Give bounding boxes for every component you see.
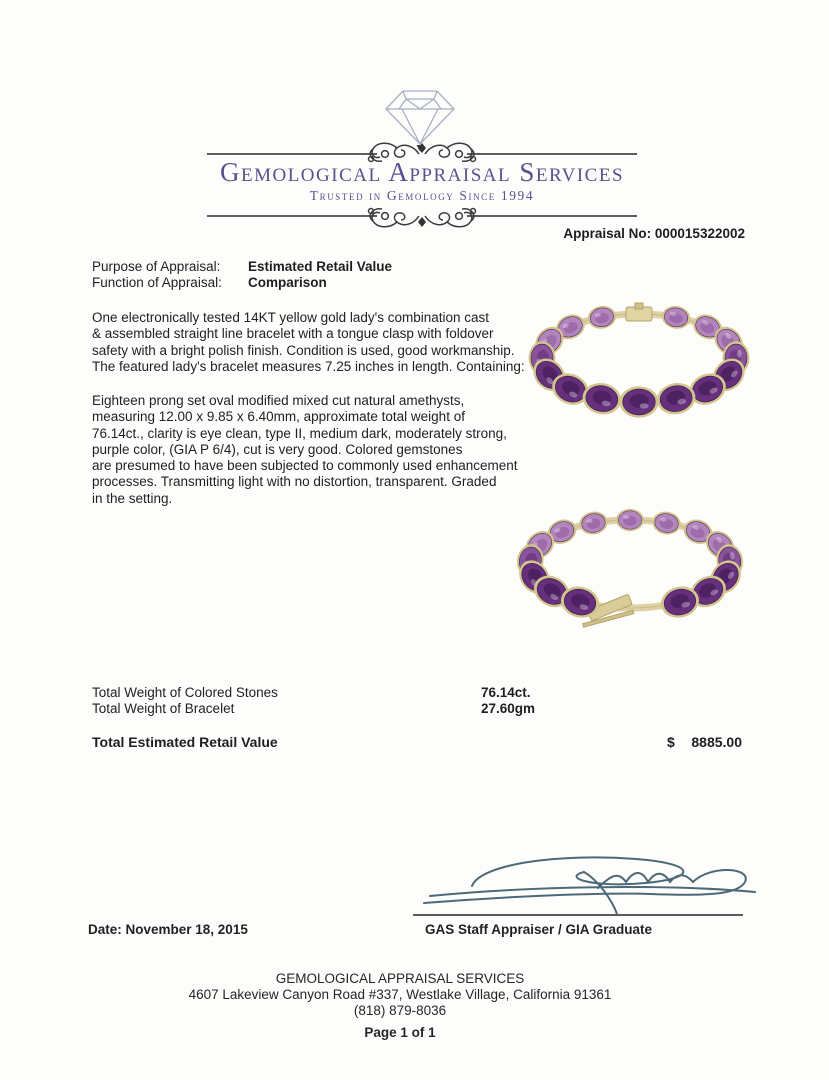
retail-currency-sign: $ [667,734,675,750]
appraiser-signature [410,848,770,916]
text-line: One electronically tested 14KT yellow gold lady's combination cast [92,310,490,325]
signature-line [413,914,743,916]
purpose-value: Estimated Retail Value [248,259,393,274]
appraisal-number [400,226,745,241]
footer-phone: (818) 879-8036 [353,1003,447,1018]
stones-weight-value: 76.14ct. [481,685,531,700]
footer-page-number: Page 1 of 1 [364,1025,436,1040]
text-line: purple color, (GIA P 6/4), cut is very good. Colored gemstones [92,441,463,457]
company-name: Gemological Appraisal Services [219,157,625,187]
bracelet-weight-label: Total Weight of Bracelet [92,701,235,716]
text-line: Eighteen prong set oval modified mixed cut natural amethysts, [92,393,465,408]
text-line: safety with a bright polish finish. Condition is used, good workmanship. [92,342,515,358]
text-line: & assembled straight line bracelet with a tongue clasp with foldover [92,326,494,342]
company-tagline: Trusted in Gemology Since 1994 [309,188,535,203]
text-line: measuring 12.00 x 9.85 x 6.40mm, approximate total weight of [92,409,465,425]
description-paragraph-2 [92,393,552,507]
function-value: Comparison [248,275,327,290]
text-line: in the setting. [92,490,173,506]
retail-value-label: Total Estimated Retail Value [92,734,278,750]
stones-weight-label: Total Weight of Colored Stones [92,685,278,700]
function-label: Function of Appraisal: [92,275,222,290]
appraiser-title: GAS Staff Appraiser / GIA Graduate [425,922,653,937]
bracelet-photo-closed [505,296,773,424]
text-line: processes. Transmitting light with no distortion, transparent. Graded [92,474,497,490]
retail-value-amount: 8885.00 [691,734,742,750]
bracelet-weight-value: 27.60gm [481,701,536,716]
footer-company: GEMOLOGICAL APPRAISAL SERVICES [275,971,525,986]
description-paragraph-1 [92,310,552,375]
footer-address: 4607 Lakeview Canyon Road #337, Westlake Village, California 91361 [188,987,612,1002]
appraisal-date: Date: November 18, 2015 [88,922,248,937]
bracelet-photo-open [488,506,772,638]
text-line: The featured lady's bracelet measures 7.25 inches in length. Containing: [92,358,525,374]
text-line: 76.14ct., clarity is eye clean, type II, medium dark, moderately strong, [92,425,507,441]
appraisal-number-value: 000015322002 [654,226,745,241]
appraisal-number-label: Appraisal No: [563,226,652,241]
text-line: are presumed to have been subjected to commonly used enhancement [92,458,518,474]
purpose-label: Purpose of Appraisal: [92,259,221,274]
